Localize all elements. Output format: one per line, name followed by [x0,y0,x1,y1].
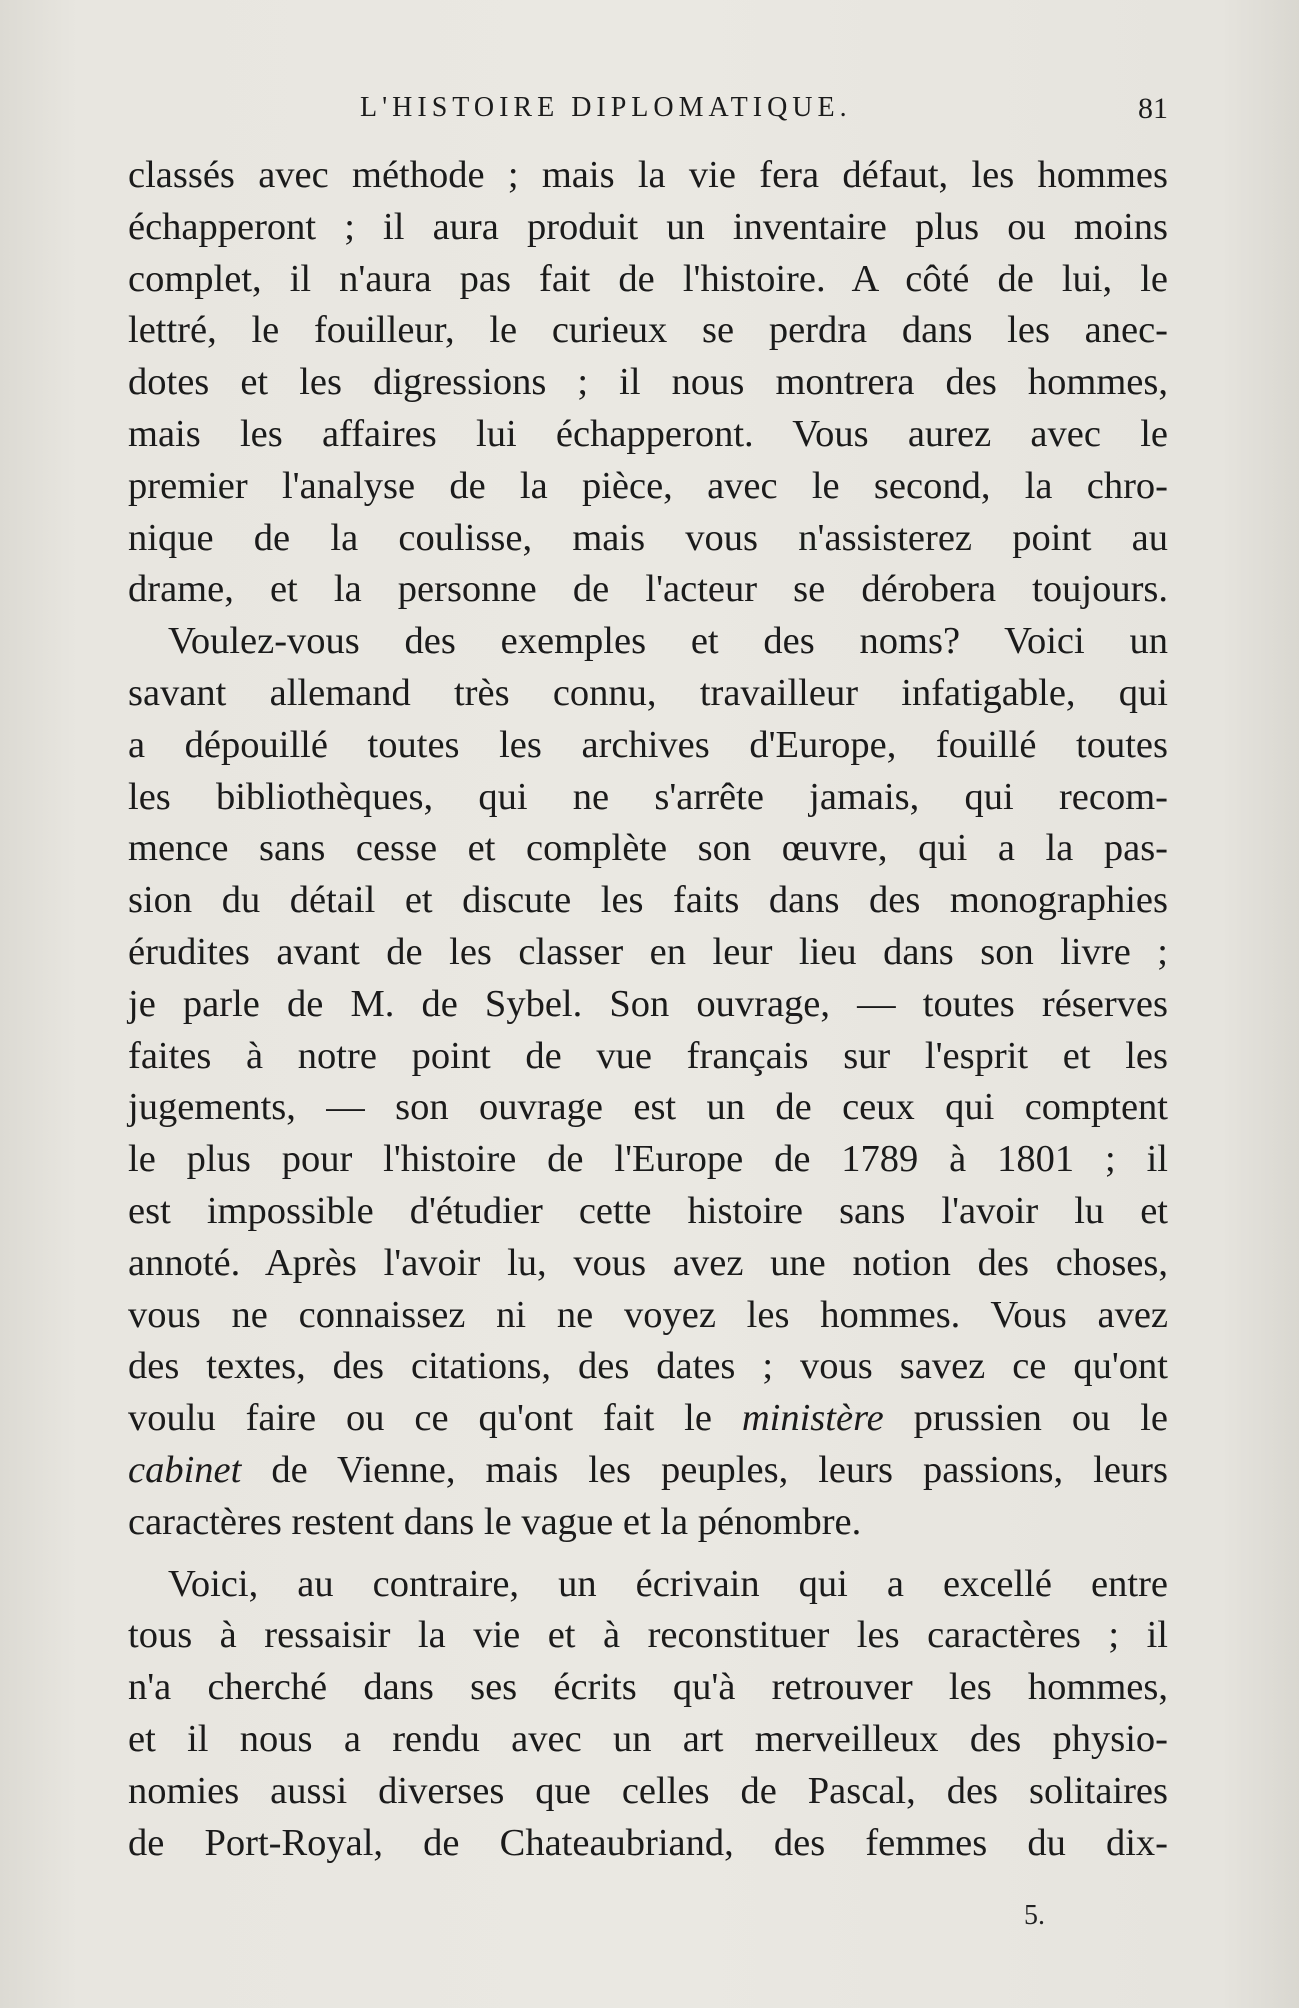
text-line: Voici, au contraire, un écrivain qui a excellé entre [168,1562,1168,1605]
paragraph-gap [128,1549,1168,1559]
text-line: sion du détail et discute les faits dans des monographies [128,879,1168,922]
text-line: premier l'analyse de la pièce, avec le second, la chro- [128,464,1168,507]
text-line: complet, il n'aura pas fait de l'histoire. A côté de lui, le [128,257,1168,300]
paragraph-2 [128,616,1168,1548]
text-line: tous à ressaisir la vie et à reconstituer les caractères ; il [128,1614,1168,1657]
text-line: a dépouillé toutes les archives d'Europe, fouillé toutes [128,723,1168,766]
paragraph-3 [128,1559,1168,1870]
text-line: faites à notre point de vue français sur l'esprit et les [128,1034,1168,1077]
text-line: le plus pour l'histoire de l'Europe de 1789 à 1801 ; il [128,1138,1168,1181]
text-run: prussien ou le [883,1397,1169,1440]
text-line: n'a cherché dans ses écrits qu'à retrouver les hommes, [128,1666,1168,1709]
text-line: mence sans cesse et complète son œuvre, qui a la pas- [128,827,1168,870]
text-line: nique de la coulisse, mais vous n'assisterez point au [128,516,1168,559]
italic-word: ministère [741,1397,884,1440]
text-line: des textes, des citations, des dates ; vous savez ce qu'ont [128,1345,1168,1388]
paragraph-1 [128,150,1168,616]
text-line: drame, et la personne de l'acteur se dérobera toujours. [128,568,1168,611]
text-line: et il nous a rendu avec un art merveilleux des physio- [128,1717,1168,1760]
text-line: nomies aussi diverses que celles de Pascal, des solitaires [128,1769,1168,1812]
text-line: je parle de M. de Sybel. Son ouvrage, — toutes réserves [128,982,1168,1025]
running-title: L'HISTOIRE DIPLOMATIQUE. [360,92,852,123]
text-run: voulu faire ou ce qu'ont fait le [128,1397,742,1440]
text-line: vous ne connaissez ni ne voyez les hommes. Vous avez [128,1293,1168,1336]
text-line [128,1393,1168,1445]
text-line: les bibliothèques, qui ne s'arrête jamais, qui recom- [128,775,1168,818]
italic-word: cabinet [128,1448,242,1491]
text-line: dotes et les digressions ; il nous montrera des hommes, [128,361,1168,404]
text-line: savant allemand très connu, travailleur infatigable, qui [128,671,1168,714]
text-line: de Port-Royal, de Chateaubriand, des femmes du dix- [128,1821,1168,1864]
text-line: échapperont ; il aura produit un inventaire plus ou moins [128,205,1168,248]
signature-mark: 5. [1024,1900,1045,1931]
text-line: Voulez-vous des exemples et des noms? Voici un [168,620,1168,663]
text-line: caractères restent dans le vague et la pénombre. [128,1500,862,1543]
text-line: est impossible d'étudier cette histoire sans l'avoir lu et [128,1189,1168,1232]
text-line: érudites avant de les classer en leur lieu dans son livre ; [128,930,1168,973]
text-line: lettré, le fouilleur, le curieux se perdra dans les anec- [128,309,1168,352]
text-line: annoté. Après l'avoir lu, vous avez une notion des choses, [128,1241,1168,1284]
page-number: 81 [1138,92,1168,125]
page-header [128,92,1168,132]
text-line [128,1445,1168,1497]
text-run: de Vienne, mais les peuples, leurs passions, leurs [241,1448,1168,1491]
text-line: jugements, — son ouvrage est un de ceux qui comptent [128,1086,1168,1129]
text-line: mais les affaires lui échapperont. Vous aurez avec le [128,412,1168,455]
body-text [128,150,1168,1869]
text-line: classés avec méthode ; mais la vie fera défaut, les hommes [128,154,1168,196]
